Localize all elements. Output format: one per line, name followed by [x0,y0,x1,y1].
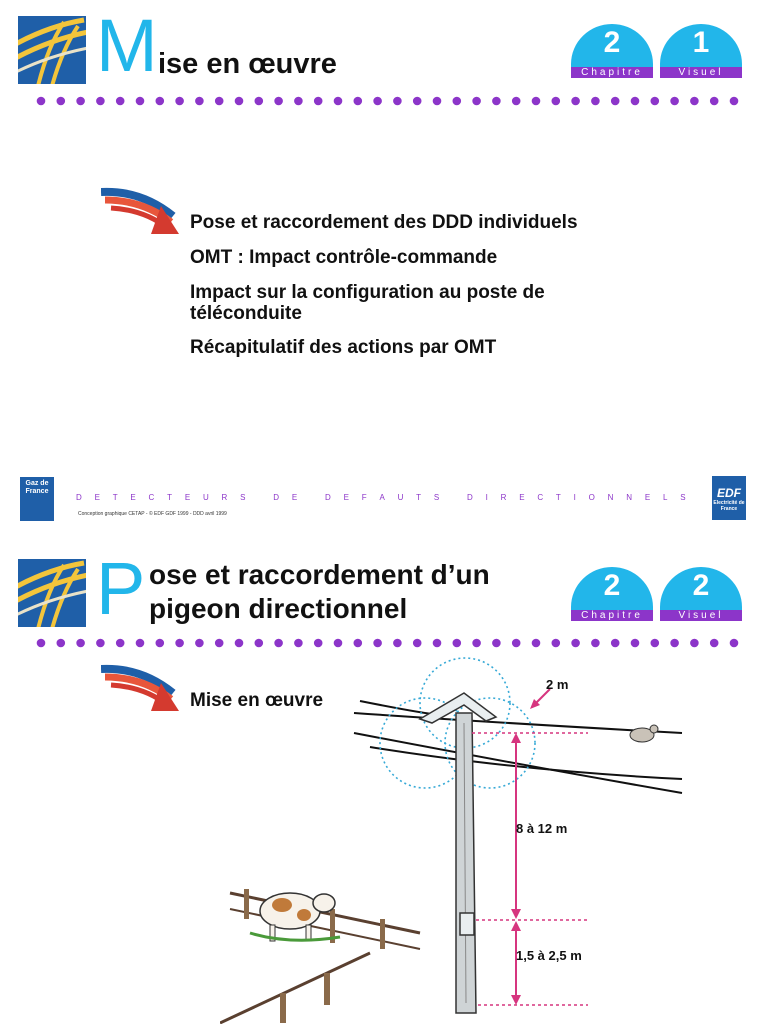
bullet-item: Mise en œuvre [190,690,324,711]
visual-number: 2 [692,569,710,602]
footer-banner-letter: R [221,493,228,502]
page-title: ise en œuvre [158,48,337,80]
dotted-divider [36,93,746,103]
footer-banner-letter: R [500,493,507,502]
chapter-label: Chapitre [571,67,653,78]
brand-logo-icon [18,559,86,627]
footer-banner-letter: S [240,493,246,502]
footer-banner-letter: T [112,493,118,502]
footer-banner-letter [452,493,454,502]
distance-low-label: 1,5 à 2,5 m [516,948,582,963]
slide-pigeon-directionnel [0,543,768,1024]
footer-banner-letter: D [273,493,280,502]
footer-banner-letter: E [343,493,349,502]
footer-credit: Conception graphique CETAP - © EDF GDF 1999 - DDD avril 1999 [78,511,227,517]
footer-banner-letter: T [416,493,422,502]
bullet-arrow-icon [101,663,181,715]
footer-banner-letter: N [626,493,633,502]
edf-logo [712,476,746,520]
title-initial: P [96,547,146,630]
footer-banner-letter: E [519,493,525,502]
footer-banner-letter [310,493,312,502]
page-title-line-1: ose et raccordement d’un [149,559,490,590]
footer-banner-letter: E [291,493,298,502]
edf-logo-sub: Electricité de France [713,500,745,512]
page-title-line-2: pigeon directionnel [149,593,408,624]
footer-banner-letter: A [379,493,385,502]
bullet-item-3: Impact sur la configuration au poste de téléconduite [190,282,545,324]
chapter-number: 2 [603,569,621,602]
footer-banner-letter: O [588,493,595,502]
bullet-item-1: Pose et raccordement des DDD individuels [190,212,578,233]
footer-banner [76,493,686,502]
chapter-badge [571,24,653,78]
visual-label: Visuel [660,610,742,621]
footer-banner-letter: D [467,493,473,502]
footer-banner-letter: E [184,493,191,502]
pole-installation-illustration [220,653,690,1024]
visual-badge [660,24,742,78]
gaz-de-france-logo [20,477,54,521]
footer-banner-letter: U [202,493,209,502]
footer-banner-letter: I [573,493,576,502]
footer-banner-letter: E [130,493,136,502]
footer-banner-letter: E [94,493,100,502]
footer-banner-letter: F [361,493,367,502]
visual-label: Visuel [660,67,742,78]
distance-height-label: 8 à 12 m [516,821,568,836]
footer-banner-letter: S [433,493,440,502]
visual-number: 1 [692,26,710,59]
footer-banner-letter: I [485,493,488,502]
edf-logo-text: EDF [717,486,741,500]
footer-banner-letter: C [148,493,155,502]
title-initial: M [96,4,158,87]
bullet-arrow-icon [101,186,181,238]
chapter-label: Chapitre [571,610,653,621]
distance-2m-label: 2 m [546,677,569,692]
chapter-number: 2 [603,26,621,59]
footer-banner-letter: S [680,493,686,502]
footer-banner-letter: N [607,493,614,502]
bullet-item-4: Récapitulatif des actions par OMT [190,337,497,358]
footer-banner-letter: E [644,493,651,502]
footer-banner-letter: T [555,493,561,502]
dotted-divider [36,635,746,645]
footer-banner-letter: U [397,493,404,502]
gdf-logo-text: Gaz de France [25,480,49,495]
visual-badge [660,567,742,621]
footer-banner-letter [258,493,260,502]
footer-banner-letter: C [537,493,544,502]
footer-banner-letter: D [325,493,331,502]
footer-banner-letter: T [167,493,173,502]
bullet-item-2: OMT : Impact contrôle-commande [190,247,498,268]
footer-banner-letter: L [662,493,668,502]
footer-banner-letter: D [76,493,82,502]
brand-logo-icon [18,16,86,84]
chapter-badge [571,567,653,621]
